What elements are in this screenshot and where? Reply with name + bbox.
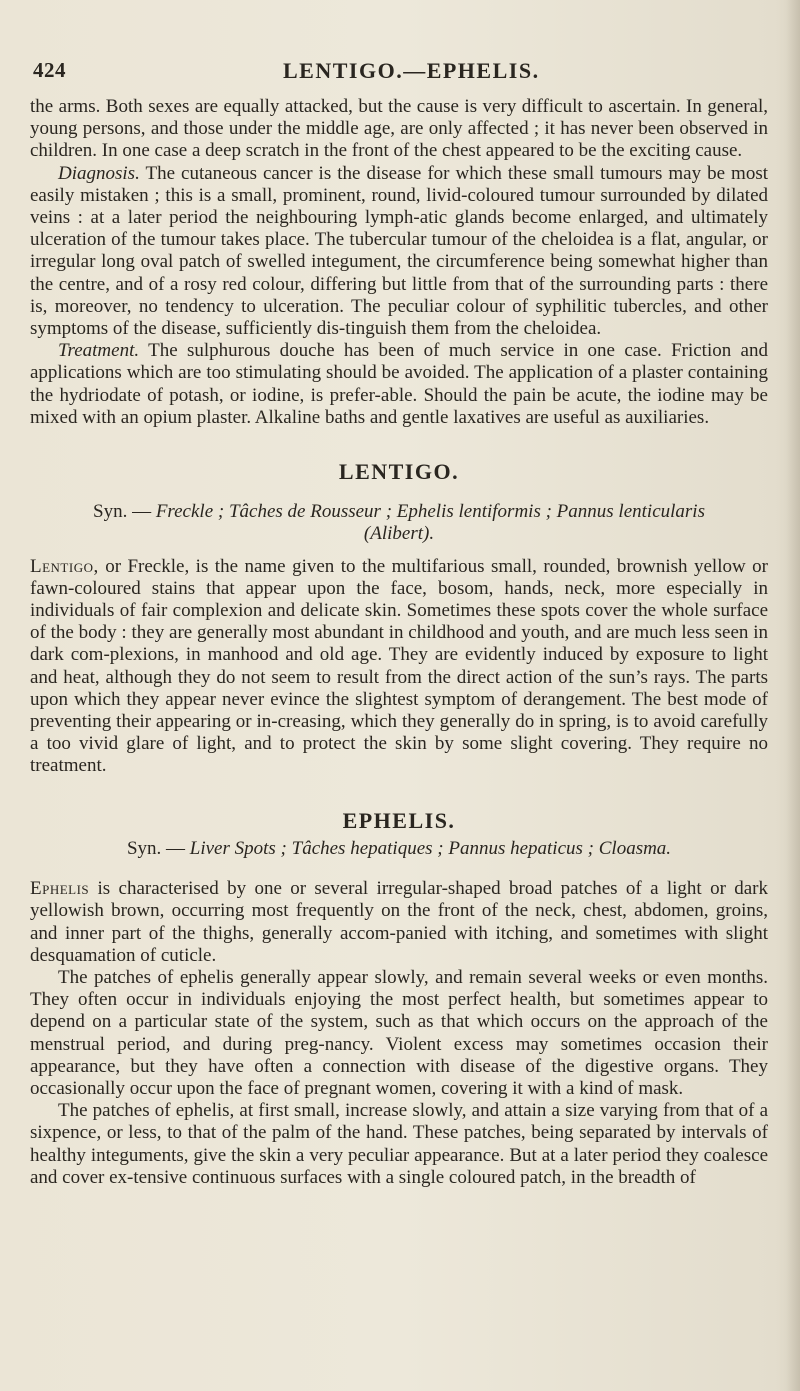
- diagnosis-label: Diagnosis.: [58, 162, 140, 184]
- page-body: [30, 96, 768, 1189]
- treatment-text: The sulphurous douche has been of much service in one case. Friction and applications which are too stimulating should be avoided. The application of a plaster containing the hydriodate of potash, or iodine, is prefer-able. Should the pain be acute, the iodine may be mixed with an opium plaster. Alkaline baths and gentle laxatives are useful as auxiliaries.: [30, 340, 768, 428]
- lentigo-syn-attribution: (Alibert).: [363, 523, 435, 545]
- ephelis-lead-word: Ephelis: [30, 878, 90, 900]
- lentigo-lead-word: Lentigo,: [30, 555, 99, 577]
- page-number: 424: [33, 58, 66, 82]
- page-header: [33, 58, 763, 88]
- ephelis-paragraph-2: The patches of ephelis generally appear slowly, and remain several weeks or even months. They often occur in individuals enjoying the most perfect health, but sometimes appear to depend on a particular state of the system, such as that which occurs on the approach of the menstrual period, and during preg-nancy. Violent excess may sometimes occasion their appearance, but they have often a connection with disease of the digestive organs. They occasionally occur upon the face of pregnant women, covering it with a kind of mask.: [30, 966, 768, 1099]
- diagnosis-text: The cutaneous cancer is the disease for which these small tumours may be most easily mistaken ; this is a small, prominent, round, livid-coloured tumour surrounded by dilated veins : at a later period the neighbouring lymph-atic glands become enlarged, and ultimately ulceration of the tumour takes place. The tubercular tumour of the cheloidea is a flat, angular, or irregular long oval patch of swelled integument, the circumference being somewhat higher than the centre, and of a rosy red colour, differing but little from that of the surrounding parts : there is, moreover, no tendency to ulceration. The peculiar colour of syphilitic tubercles, and other symptoms of the disease, sufficiently dis-tinguish them from the cheloidea.: [30, 162, 768, 340]
- running-head: LENTIGO.—EPHELIS.: [283, 58, 540, 83]
- lentigo-synonyms: [30, 501, 768, 545]
- ephelis-heading: EPHELIS.: [342, 807, 456, 833]
- ephelis-p1-text: is characterised by one or several irregular-shaped broad patches of a light or dark yellowish brown, occurring most frequently on the front of the neck, chest, abdomen, groins, and inner part of the thighs, generally accom-panied with itching, and sometimes with slight desquamation of cuticle.: [30, 878, 768, 966]
- page-edge-shadow: [786, 0, 800, 1391]
- lentigo-paragraph: [30, 556, 768, 778]
- lentigo-syn-text: Freckle ; Tâches de Rousseur ; Ephelis lentiformis ; Pannus lenticularis: [155, 501, 705, 523]
- ephelis-paragraph-3: The patches of ephelis, at first small, increase slowly, and attain a size varying from that of a sixpence, or less, to that of the palm of the hand. These patches, being separated by intervals of healthy integuments, give the skin a very peculiar appearance. But at a later period they coalesce and cover ex-tensive continuous surfaces with a single coloured patch, in the breadth of: [30, 1100, 768, 1188]
- ephelis-syn-label: Syn. —: [126, 837, 190, 859]
- intro-paragraph: the arms. Both sexes are equally attacked, but the cause is very difficult to ascertain. In general, young persons, and those under the middle age, are only affected ; it has never been observed in children. In one case a deep scratch in the front of the chest appeared to be the exciting cause.: [30, 96, 768, 162]
- ephelis-syn-text: Liver Spots ; Tâches hepatiques ; Pannus hepaticus ; Cloasma.: [189, 837, 672, 859]
- ephelis-paragraph-1: [30, 878, 768, 967]
- diagnosis-paragraph: [30, 163, 768, 341]
- lentigo-heading: LENTIGO.: [338, 459, 460, 485]
- lentigo-body: or Freckle, is the name given to the multifarious small, rounded, brownish yellow or fawn-coloured stains that appear upon the face, bosom, hands, neck, more especially in individuals of fair complexion and delicate skin. Sometimes these spots cover the whole surface of the body : they are generally most abundant in childhood and youth, and are much less seen in dark com-plexions, in manhood and old age. They are evidently induced by exposure to light and heat, although they do not seem to result from the direct action of the sun’s rays. The parts upon which they appear never evince the slightest symptom of derangement. The best mode of preventing their appearing or in-creasing, which they generally do in spring, is to avoid carefully a too vivid glare of light, and to protect the skin by some slight covering. They require no treatment.: [30, 555, 768, 777]
- lentigo-syn-label: Syn. —: [93, 501, 156, 523]
- treatment-label: Treatment.: [58, 340, 140, 362]
- ephelis-synonyms: [30, 838, 768, 860]
- treatment-paragraph: [30, 340, 768, 429]
